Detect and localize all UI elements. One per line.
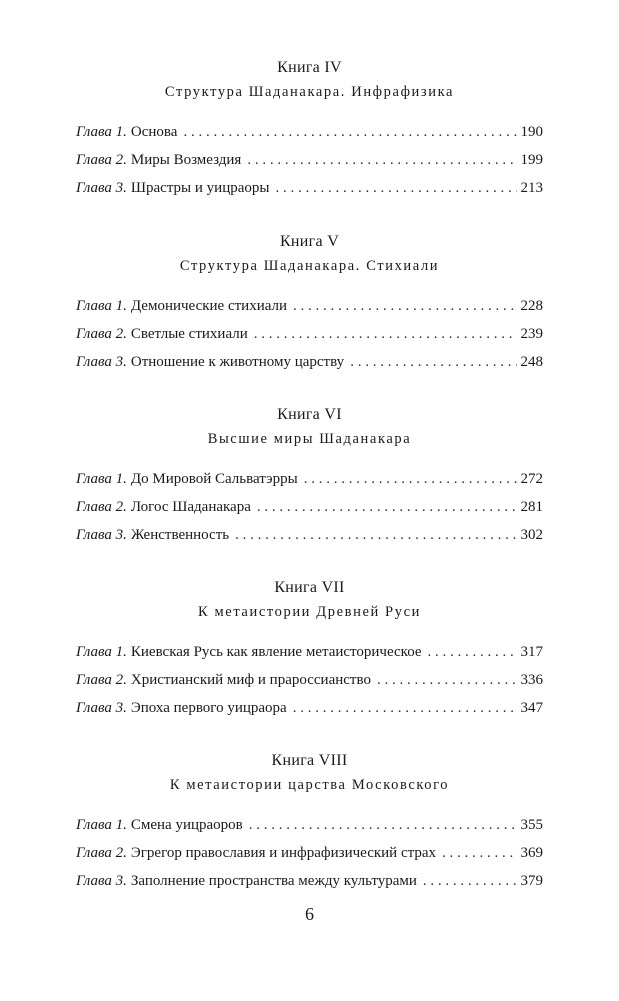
dot-leader xyxy=(249,811,517,839)
chapter-list xyxy=(0,811,619,895)
dot-leader xyxy=(254,320,517,348)
chapter-entry[interactable] xyxy=(76,694,543,722)
dot-leader xyxy=(275,174,516,202)
dot-leader xyxy=(304,465,517,493)
book-section xyxy=(0,58,619,202)
chapter-page: 213 xyxy=(520,180,543,196)
book-section xyxy=(0,232,619,376)
chapter-title: До Мировой Сальватэрры xyxy=(130,471,298,487)
chapter-entry[interactable] xyxy=(76,839,543,867)
chapter-label: Глава 2. xyxy=(76,672,127,688)
chapter-title: Смена уицраоров xyxy=(130,817,243,833)
chapter-title: Киевская Русь как явление метаисторическое xyxy=(130,644,422,660)
chapter-label: Глава 2. xyxy=(76,499,127,515)
book-number: Книга VIII xyxy=(271,752,348,769)
chapter-entry[interactable] xyxy=(76,811,543,839)
book-number: Книга VI xyxy=(277,406,342,423)
page-number: 6 xyxy=(305,904,314,924)
chapter-entry[interactable] xyxy=(76,118,543,146)
dot-leader xyxy=(293,292,516,320)
book-title: К метаистории Древней Руси xyxy=(198,604,421,620)
chapter-label: Глава 3. xyxy=(76,180,127,196)
chapter-title: Логос Шаданакара xyxy=(130,499,251,515)
chapter-entry[interactable] xyxy=(76,521,543,549)
chapter-title: Основа xyxy=(130,124,178,140)
chapter-page: 228 xyxy=(520,298,543,314)
chapter-label: Глава 1. xyxy=(76,124,127,140)
chapter-label: Глава 3. xyxy=(76,700,127,716)
dot-leader xyxy=(257,493,517,521)
chapter-page: 248 xyxy=(520,354,543,370)
chapter-page: 369 xyxy=(520,845,543,861)
chapter-title: Заполнение пространства между культурами xyxy=(130,873,417,889)
chapter-page: 281 xyxy=(520,499,543,515)
chapter-label: Глава 1. xyxy=(76,298,127,314)
chapter-entry[interactable] xyxy=(76,867,543,895)
chapter-label: Глава 1. xyxy=(76,471,127,487)
chapter-list xyxy=(0,292,619,376)
chapter-entry[interactable] xyxy=(76,493,543,521)
book-title: Структура Шаданакара. Стихиали xyxy=(179,258,440,274)
book-number: Книга V xyxy=(279,233,340,250)
book-title: Структура Шаданакара. Инфрафизика xyxy=(164,84,455,100)
dot-leader xyxy=(293,694,517,722)
chapter-page: 302 xyxy=(520,527,543,543)
chapter-page: 347 xyxy=(520,700,543,716)
chapter-label: Глава 2. xyxy=(76,326,127,342)
chapter-label: Глава 3. xyxy=(76,873,127,889)
dot-leader xyxy=(350,348,516,376)
chapter-title: Эпоха первого уицраора xyxy=(130,700,287,716)
dot-leader xyxy=(183,118,516,146)
chapter-page: 336 xyxy=(520,672,543,688)
chapter-title: Христианский миф и прароссианство xyxy=(130,672,371,688)
chapter-label: Глава 3. xyxy=(76,527,127,543)
chapter-label: Глава 1. xyxy=(76,644,127,660)
chapter-label: Глава 3. xyxy=(76,354,127,370)
chapter-list xyxy=(0,638,619,722)
dot-leader xyxy=(428,638,517,666)
chapter-label: Глава 2. xyxy=(76,152,127,168)
chapter-entry[interactable] xyxy=(76,292,543,320)
book-number: Книга IV xyxy=(277,59,342,76)
book-title: К метаистории царства Московского xyxy=(169,777,450,793)
dot-leader xyxy=(442,839,516,867)
chapter-entry[interactable] xyxy=(76,146,543,174)
chapter-entry[interactable] xyxy=(76,666,543,694)
dot-leader xyxy=(423,867,517,895)
dot-leader xyxy=(377,666,517,694)
chapter-entry[interactable] xyxy=(76,348,543,376)
chapter-entry[interactable] xyxy=(76,638,543,666)
book-section xyxy=(0,751,619,895)
chapter-title: Миры Возмездия xyxy=(130,152,242,168)
book-number: Книга VII xyxy=(274,579,345,596)
chapter-page: 317 xyxy=(520,644,543,660)
chapter-page: 355 xyxy=(520,817,543,833)
dot-leader xyxy=(247,146,516,174)
chapter-title: Демонические стихиали xyxy=(130,298,288,314)
book-section xyxy=(0,578,619,722)
dot-leader xyxy=(235,521,516,549)
chapter-page: 190 xyxy=(520,124,543,140)
chapter-page: 199 xyxy=(520,152,543,168)
chapter-list xyxy=(0,465,619,549)
chapter-page: 272 xyxy=(520,471,543,487)
chapter-entry[interactable] xyxy=(76,465,543,493)
chapter-entry[interactable] xyxy=(76,320,543,348)
chapter-page: 239 xyxy=(520,326,543,342)
book-section xyxy=(0,405,619,549)
chapter-entry[interactable] xyxy=(76,174,543,202)
chapter-page: 379 xyxy=(520,873,543,889)
book-title: Высшие миры Шаданакара xyxy=(207,431,412,447)
chapter-title: Шрастры и уицраоры xyxy=(130,180,270,196)
chapter-label: Глава 2. xyxy=(76,845,127,861)
chapter-title: Светлые стихиали xyxy=(130,326,248,342)
chapter-label: Глава 1. xyxy=(76,817,127,833)
chapter-list xyxy=(0,118,619,202)
chapter-title: Отношение к животному царству xyxy=(130,354,345,370)
chapter-title: Эгрегор православия и инфрафизический страх xyxy=(130,845,437,861)
chapter-title: Женственность xyxy=(130,527,230,543)
